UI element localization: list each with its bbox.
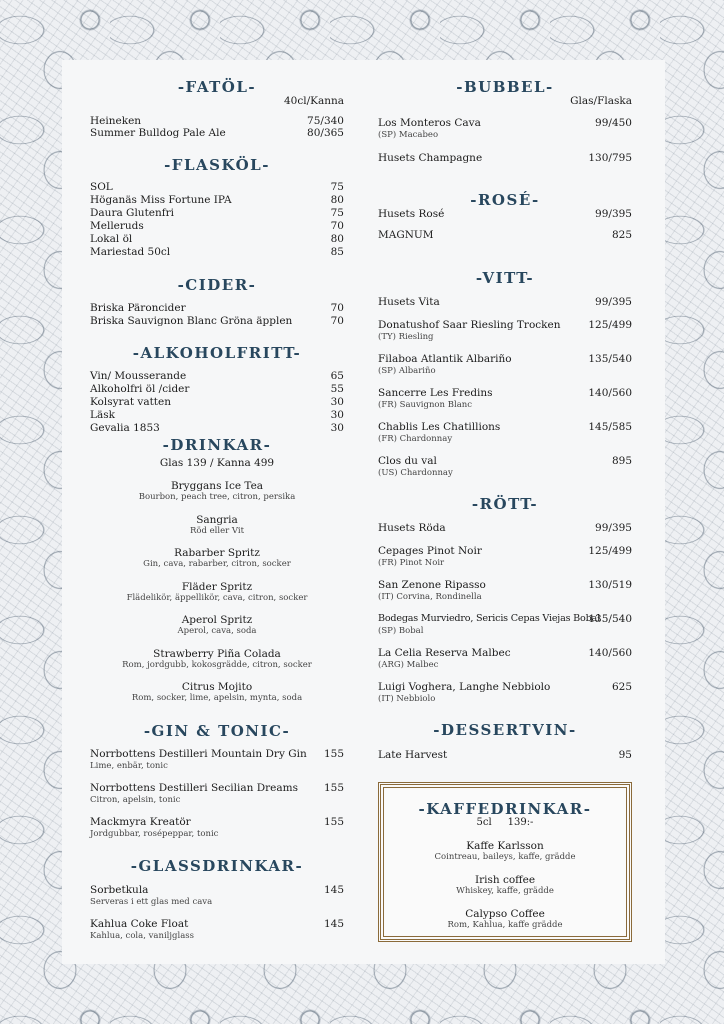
item-name: Mariestad 50cl bbox=[90, 246, 171, 258]
item-desc: (FR) Pinot Noir bbox=[378, 558, 445, 568]
item-name: Calypso Coffee bbox=[465, 908, 545, 920]
drink-item bbox=[90, 681, 344, 704]
item-desc: (SP) Bobal bbox=[378, 626, 424, 636]
item-name: Daura Glutenfri bbox=[90, 207, 175, 219]
item-name: Briska Päroncider bbox=[90, 302, 186, 314]
item-price: 99/395 bbox=[595, 522, 632, 534]
item-name: Norrbottens Destilleri Mountain Dry Gin bbox=[90, 748, 307, 760]
item-price: 85 bbox=[330, 246, 344, 258]
drink-item bbox=[90, 648, 344, 671]
item-name: Gevalia 1853 bbox=[90, 422, 160, 434]
item-name: La Celia Reserva Malbec bbox=[378, 647, 511, 659]
fatol-heading: -FATÖL- bbox=[177, 78, 257, 96]
item-name: Luigi Voghera, Langhe Nebbiolo bbox=[378, 681, 551, 693]
cider-heading: -CIDER- bbox=[177, 276, 257, 294]
item-price: 895 bbox=[611, 455, 632, 467]
item-name: Sorbetkula bbox=[90, 884, 149, 896]
item-desc: Lime, enbär, tonic bbox=[90, 761, 168, 771]
item-name: Husets Rosé bbox=[378, 208, 445, 220]
item-name: Kolsyrat vatten bbox=[90, 396, 172, 408]
item-name: Los Monteros Cava bbox=[378, 117, 481, 129]
item-price: 125/499 bbox=[588, 545, 632, 557]
fatol-unit: 40cl/Kanna bbox=[283, 95, 344, 107]
drinkar-heading: -DRINKAR- bbox=[162, 436, 272, 454]
item-desc: Flädelikör, äppellikör, cava, citron, socker bbox=[126, 593, 308, 603]
item-name: Citrus Mojito bbox=[181, 681, 253, 693]
item-desc: (FR) Sauvignon Blanc bbox=[378, 400, 472, 410]
item-name: Melleruds bbox=[90, 220, 144, 232]
item-desc: (SP) Macabeo bbox=[378, 130, 439, 140]
item-desc: Gin, cava, rabarber, citron, socker bbox=[143, 559, 291, 569]
item-desc: Cointreau, baileys, kaffe, grädde bbox=[434, 852, 576, 862]
item-desc: Whiskey, kaffe, grädde bbox=[456, 886, 554, 896]
item-name: Clos du val bbox=[378, 455, 437, 467]
gintonic-heading: -GIN & TONIC- bbox=[143, 722, 291, 740]
item-price: 80/365 bbox=[307, 127, 344, 139]
item-desc: Kahlua, cola, vaniljglass bbox=[90, 931, 194, 941]
item-price: 130/519 bbox=[588, 579, 632, 591]
item-price: 99/395 bbox=[595, 296, 632, 308]
item-price: 140/560 bbox=[588, 647, 632, 659]
item-price: 140/560 bbox=[588, 387, 632, 399]
item-desc: Serveras i ett glas med cava bbox=[90, 897, 213, 907]
item-name: Husets Champagne bbox=[378, 152, 483, 164]
item-desc: (SP) Albariño bbox=[378, 366, 436, 376]
item-name: SOL bbox=[90, 181, 113, 193]
item-name: Briska Sauvignon Blanc Gröna äpplen bbox=[90, 315, 293, 327]
item-name: Lokal öl bbox=[90, 233, 133, 245]
item-price: 65 bbox=[330, 370, 344, 382]
item-name: Husets Vita bbox=[378, 296, 440, 308]
item-name: Aperol Spritz bbox=[181, 614, 253, 626]
item-name: Rabarber Spritz bbox=[174, 547, 260, 559]
item-price: 30 bbox=[330, 422, 344, 434]
item-desc: Citron, apelsin, tonic bbox=[90, 795, 181, 805]
drink-item bbox=[381, 840, 629, 863]
item-name: Bodegas Murviedro, Sericis Cepas Viejas Bobal bbox=[378, 613, 600, 624]
item-price: 70 bbox=[330, 220, 344, 232]
item-price: 145 bbox=[323, 918, 344, 930]
item-name: Summer Bulldog Pale Ale bbox=[90, 127, 226, 139]
item-price: 825 bbox=[611, 229, 632, 241]
item-desc: Rom, jordgubb, kokosgrädde, citron, socker bbox=[122, 660, 312, 670]
drink-item bbox=[90, 614, 344, 637]
bubbel-unit: Glas/Flaska bbox=[570, 95, 632, 107]
item-name: Fläder Spritz bbox=[181, 581, 253, 593]
item-price: 125/499 bbox=[588, 319, 632, 331]
item-name: Norrbottens Destilleri Secilian Dreams bbox=[90, 782, 298, 794]
rose-heading: -ROSÉ- bbox=[470, 191, 540, 209]
item-name: Kahlua Coke Float bbox=[90, 918, 189, 930]
kaffedrinkar-box bbox=[378, 782, 632, 942]
item-price: 155 bbox=[323, 816, 344, 828]
item-name: Vin/ Mousserande bbox=[90, 370, 187, 382]
item-name: Chablis Les Chatillions bbox=[378, 421, 501, 433]
item-name: Kaffe Karlsson bbox=[466, 840, 544, 852]
item-name: Husets Röda bbox=[378, 522, 446, 534]
drink-item bbox=[90, 514, 344, 537]
item-name: Sancerre Les Fredins bbox=[378, 387, 493, 399]
item-price: 145 bbox=[323, 884, 344, 896]
bubbel-heading: -BUBBEL- bbox=[456, 78, 554, 96]
drinkar-subtitle: Glas 139 / Kanna 499 bbox=[159, 457, 275, 469]
item-desc: (IT) Corvina, Rondinella bbox=[378, 592, 482, 602]
item-name: Donatushof Saar Riesling Trocken bbox=[378, 319, 561, 331]
item-name: Bryggans Ice Tea bbox=[170, 480, 264, 492]
item-price: 70 bbox=[330, 315, 344, 327]
item-name: Strawberry Piña Colada bbox=[153, 648, 281, 660]
item-price: 130/795 bbox=[588, 152, 632, 164]
drink-item bbox=[90, 480, 344, 503]
item-name: Mackmyra Kreatör bbox=[90, 816, 191, 828]
item-price: 30 bbox=[330, 396, 344, 408]
flaskol-heading: -FLASKÖL- bbox=[164, 156, 270, 174]
drink-item bbox=[381, 874, 629, 897]
dessertvin-heading: -DESSERTVIN- bbox=[433, 721, 577, 739]
item-desc: (TY) Riesling bbox=[378, 332, 434, 342]
drink-item bbox=[381, 908, 629, 931]
rott-heading: -RÖTT- bbox=[471, 495, 539, 513]
item-price: 135/540 bbox=[588, 613, 632, 625]
item-desc: (US) Chardonnay bbox=[378, 468, 453, 478]
item-desc: (FR) Chardonnay bbox=[378, 434, 453, 444]
item-price: 80 bbox=[330, 194, 344, 206]
glassdrinkar-heading: -GLASSDRINKAR- bbox=[130, 857, 304, 875]
item-price: 80 bbox=[330, 233, 344, 245]
item-price: 155 bbox=[323, 782, 344, 794]
item-name: Sangria bbox=[196, 514, 238, 526]
item-name: Irish coffee bbox=[474, 874, 536, 886]
item-name: Läsk bbox=[90, 409, 115, 421]
item-price: 135/540 bbox=[588, 353, 632, 365]
item-name: MAGNUM bbox=[378, 229, 434, 241]
item-desc: Jordgubbar, rosépeppar, tonic bbox=[90, 829, 219, 839]
item-price: 625 bbox=[611, 681, 632, 693]
item-price: 155 bbox=[323, 748, 344, 760]
item-name: Höganäs Miss Fortune IPA bbox=[90, 194, 232, 206]
item-price: 75 bbox=[330, 181, 344, 193]
item-price: 75/340 bbox=[307, 115, 344, 127]
item-price: 95 bbox=[618, 749, 632, 761]
item-desc: Rom, Kahlua, kaffe grädde bbox=[447, 920, 563, 930]
item-name: Alkoholfri öl /cider bbox=[90, 383, 190, 395]
kaffedrinkar-subtitle: 5cl 139:- bbox=[476, 817, 534, 828]
item-price: 70 bbox=[330, 302, 344, 314]
item-desc: Röd eller Vit bbox=[189, 526, 245, 536]
item-name: San Zenone Ripasso bbox=[378, 579, 486, 591]
item-price: 99/395 bbox=[595, 208, 632, 220]
item-price: 30 bbox=[330, 409, 344, 421]
alkoholfritt-heading: -ALKOHOLFRITT- bbox=[132, 344, 302, 362]
item-name: Late Harvest bbox=[378, 749, 448, 761]
item-price: 55 bbox=[330, 383, 344, 395]
item-desc: Rom, socker, lime, apelsin, mynta, soda bbox=[131, 693, 303, 703]
item-desc: (ARG) Malbec bbox=[378, 660, 439, 670]
item-desc: (IT) Nebbiolo bbox=[378, 694, 436, 704]
kaffedrinkar-heading: -KAFFEDRINKAR- bbox=[418, 800, 592, 818]
item-desc: Bourbon, peach tree, citron, persika bbox=[138, 492, 296, 502]
drink-item bbox=[90, 547, 344, 570]
vitt-heading: -VITT- bbox=[475, 269, 535, 287]
item-price: 75 bbox=[330, 207, 344, 219]
drink-item bbox=[90, 581, 344, 604]
item-price: 145/585 bbox=[588, 421, 632, 433]
item-name: Cepages Pinot Noir bbox=[378, 545, 482, 557]
menu-card bbox=[62, 60, 665, 964]
item-desc: Aperol, cava, soda bbox=[177, 626, 257, 636]
item-name: Filaboa Atlantik Albariño bbox=[378, 353, 512, 365]
item-name: Heineken bbox=[90, 115, 142, 127]
item-price: 99/450 bbox=[595, 117, 632, 129]
